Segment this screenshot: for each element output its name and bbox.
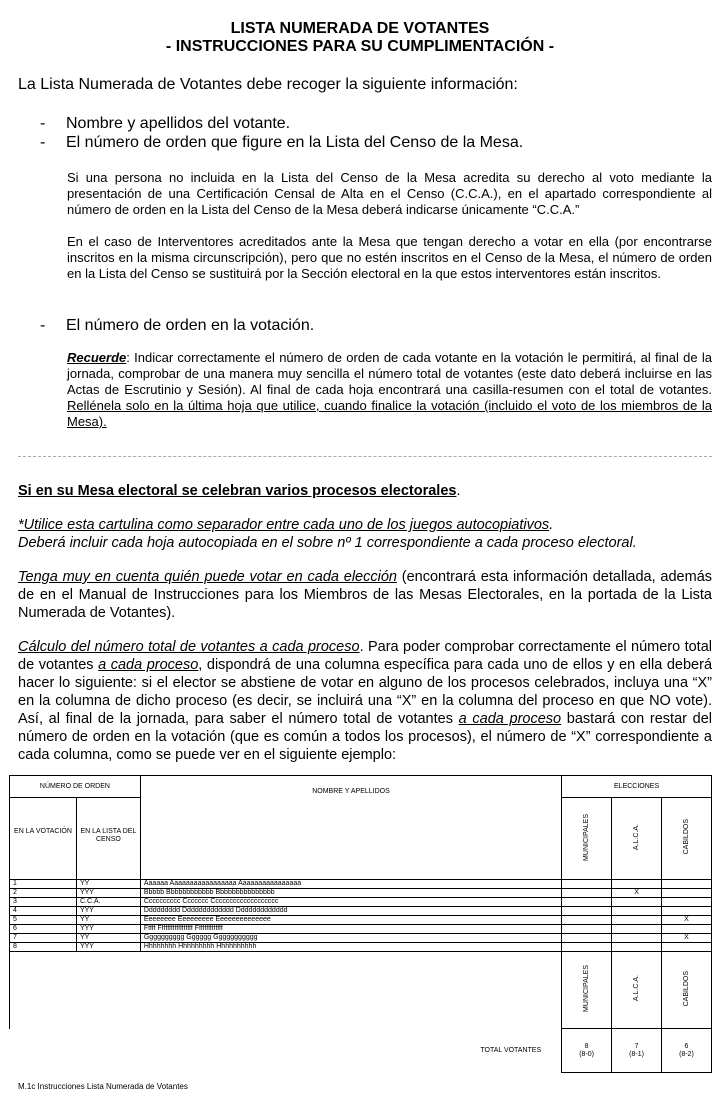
header-cabildos bbox=[662, 798, 712, 880]
row-n: 8 bbox=[10, 943, 77, 952]
row-cabildos bbox=[662, 898, 712, 907]
row-n: 4 bbox=[10, 907, 77, 916]
total-alca-value: 7 bbox=[634, 1042, 639, 1050]
row-municipales bbox=[562, 880, 612, 889]
row-name: Gggggggggg Gggggg Ggggggggggg bbox=[140, 934, 561, 943]
para-recuerde bbox=[67, 350, 712, 430]
calculo-cada-2: a cada proceso bbox=[458, 711, 562, 727]
calculo-part-3: bastará con restar del número de orden en la votación (que es común a todos los procesos), el número de “X” correspondiente a cada columna, como se puede ver en el siguiente ejemplo: bbox=[18, 711, 712, 763]
row-n: 1 bbox=[10, 880, 77, 889]
row-municipales bbox=[562, 916, 612, 925]
dashed-separator bbox=[18, 456, 712, 457]
row-alca bbox=[612, 898, 662, 907]
varios-heading-text: Si en su Mesa electoral se celebran varios procesos electorales bbox=[18, 483, 457, 499]
total-cabildos-value: 6 bbox=[684, 1042, 689, 1050]
total-cabildos-calc: (8-2) bbox=[679, 1050, 694, 1058]
calculo-part-1: . Para poder comprobar correctamente el número total de votantes bbox=[18, 639, 712, 673]
recuerde-underlined: Rellénela solo en la última hoja que utilice, cuando finalice la votación (incluido el voto de los miembros de la Mesa). bbox=[67, 398, 712, 429]
table-row bbox=[10, 907, 712, 916]
row-municipales bbox=[562, 898, 612, 907]
row-cabildos bbox=[662, 889, 712, 898]
cartulina-underlined: *Utilice esta cartulina como separador entre cada uno de los juegos autocopiativos bbox=[18, 517, 550, 533]
bullet-orden-censo: - El número de orden que figure en la Lista del Censo de la Mesa. bbox=[40, 134, 524, 151]
row-n: 5 bbox=[10, 916, 77, 925]
total-municipales-calc: (8-0) bbox=[579, 1050, 594, 1058]
row-alca bbox=[612, 907, 662, 916]
summary-cabildos bbox=[662, 952, 712, 1029]
summary-alca bbox=[612, 952, 662, 1029]
row-censo: YY bbox=[76, 880, 140, 889]
table-row bbox=[10, 943, 712, 952]
row-name: Bbbbb Bbbbbbbbbbbb Bbbbbbbbbbbbbbb bbox=[140, 889, 561, 898]
total-alca bbox=[612, 1029, 662, 1073]
row-alca bbox=[612, 916, 662, 925]
bullet-orden-votacion: - El número de orden en la votación. bbox=[40, 317, 315, 334]
header-municipales-text: MUNICIPALES bbox=[582, 813, 590, 861]
header-elecciones: ELECCIONES bbox=[562, 776, 712, 798]
varios-heading bbox=[18, 482, 712, 500]
title-line-2: - INSTRUCCIONES PARA SU CUMPLIMENTACIÓN - bbox=[165, 38, 555, 55]
cartulina-end: . bbox=[549, 517, 554, 533]
header-municipales bbox=[562, 798, 612, 880]
example-table bbox=[9, 775, 712, 1073]
row-censo: YYY bbox=[76, 889, 140, 898]
row-municipales bbox=[562, 907, 612, 916]
row-censo: YY bbox=[76, 916, 140, 925]
calculo-part-2: , dispondrá de una columna específica para cada uno de ellos y en ella deberá hacer lo siguiente: si el elector se abstiene de votar en alguno de los procesos celebrados, incluya una “X” en la columna de dicho proceso (es decir, se incluirá una “X” en la columna del proceso en que NO vote). Así, al final de la jornada, para saber el número total de votantes bbox=[18, 657, 713, 727]
row-cabildos bbox=[662, 907, 712, 916]
intro-text: La Lista Numerada de Votantes debe recoger la siguiente información: bbox=[18, 76, 518, 93]
row-alca bbox=[612, 934, 662, 943]
total-alca-calc: (8-1) bbox=[629, 1050, 644, 1058]
row-alca: X bbox=[612, 889, 662, 898]
row-alca bbox=[612, 925, 662, 934]
total-municipales bbox=[562, 1029, 612, 1073]
header-alca-text: A.L.C.A. bbox=[632, 823, 640, 851]
table-row bbox=[10, 898, 712, 907]
header-numero-orden: NÚMERO DE ORDEN bbox=[10, 776, 141, 798]
row-name: Aaaaaa Aaaaaaaaaaaaaaaaa Aaaaaaaaaaaaaaaa bbox=[140, 880, 561, 889]
table-row bbox=[10, 889, 712, 898]
row-censo: C.C.A. bbox=[76, 898, 140, 907]
header-alca bbox=[612, 798, 662, 880]
para-cca: Si una persona no incluida en la Lista del Censo de la Mesa acredita su derecho al voto mediante la presentación de una Certificación Censal de Alta en el Censo (C.C.A.), en el apartado correspondiente al número de orden en la Lista del Censo de la Mesa deberá indicarse únicamente “C.C.A.” bbox=[67, 170, 712, 217]
row-cabildos: X bbox=[662, 934, 712, 943]
bullet-orden-censo-text: El número de orden que figure en la Lista del Censo de la Mesa. bbox=[66, 134, 524, 151]
recuerde-text: : Indicar correctamente el número de orden de cada votante en la votación le permitirá, al final de la jornada, comprobar de una manera muy sencilla el número total de votantes (este dato deberá incluirse en las Actas de Escrutinio y Sesión). Al final de cada hoja encontrará una casilla-resumen con el total de votantes. bbox=[67, 350, 712, 397]
row-name: Ddddddddd Ddddddddddddd Ddddddddddddd bbox=[140, 907, 561, 916]
para-interventores: En el caso de Interventores acreditados ante la Mesa que tengan derecho a votar en ella (por encontrarse inscritos en la misma circunscripción), pero que no estén inscritos en el Censo de la Mesa, el número de orden en la Lista del Censo se sustituirá por la Sección electoral en la que estos interventores están inscritos. bbox=[67, 234, 712, 281]
header-cabildos-text: CABILDOS bbox=[682, 819, 690, 855]
row-municipales bbox=[562, 889, 612, 898]
row-name: Fffff Ffffffffffffffffff Ffffffffffffff bbox=[140, 925, 561, 934]
cartulina-line-2: Deberá incluir cada hoja autocopiada en el sobre nº 1 correspondiente a cada proceso electoral. bbox=[18, 535, 637, 551]
bullet-nombre: - Nombre y apellidos del votante. bbox=[40, 115, 291, 132]
bullet-nombre-text: Nombre y apellidos del votante. bbox=[66, 115, 291, 132]
varios-heading-end: . bbox=[456, 483, 461, 499]
row-municipales bbox=[562, 934, 612, 943]
summary-blank bbox=[10, 952, 562, 1029]
row-censo: YYY bbox=[76, 907, 140, 916]
row-n: 6 bbox=[10, 925, 77, 934]
row-alca bbox=[612, 880, 662, 889]
header-en-lista: EN LA LISTA DEL CENSO bbox=[76, 798, 140, 880]
row-name: Cccccccccc Ccccccc Ccccccccccccccccccc bbox=[140, 898, 561, 907]
total-municipales-value: 8 bbox=[584, 1042, 589, 1050]
row-cabildos bbox=[662, 925, 712, 934]
tenga-text bbox=[18, 568, 712, 622]
row-municipales bbox=[562, 943, 612, 952]
table-row bbox=[10, 925, 712, 934]
footer-code: M.1c Instrucciones Lista Numerada de Votantes bbox=[18, 1082, 188, 1091]
header-nombre: NOMBRE Y APELLIDOS bbox=[140, 776, 561, 880]
document-title bbox=[0, 20, 720, 56]
calculo-cada-1: a cada proceso bbox=[98, 657, 199, 673]
table-row bbox=[10, 880, 712, 889]
title-line-1: LISTA NUMERADA DE VOTANTES bbox=[230, 20, 490, 37]
row-name: Hhhhhhhh Hhhhhhhhh Hhhhhhhhhh bbox=[140, 943, 561, 952]
table-row bbox=[10, 934, 712, 943]
summary-municipales-text: MUNICIPALES bbox=[582, 965, 590, 1012]
table-row bbox=[10, 916, 712, 925]
summary-cabildos-text: CABILDOS bbox=[682, 970, 690, 1007]
tenga-underlined: Tenga muy en cuenta quién puede votar en cada elección bbox=[18, 569, 397, 585]
total-votantes-label: TOTAL VOTANTES bbox=[10, 1029, 562, 1073]
calculo-text bbox=[18, 638, 712, 764]
row-censo: YY bbox=[76, 934, 140, 943]
row-municipales bbox=[562, 925, 612, 934]
calculo-underlined: Cálculo del número total de votantes a cada proceso bbox=[18, 639, 360, 655]
row-censo: YYY bbox=[76, 943, 140, 952]
row-n: 3 bbox=[10, 898, 77, 907]
bullet-orden-votacion-text: El número de orden en la votación. bbox=[66, 317, 315, 334]
summary-alca-text: A.L.C.A. bbox=[632, 975, 640, 1002]
row-censo: YYY bbox=[76, 925, 140, 934]
summary-municipales bbox=[562, 952, 612, 1029]
recuerde-label: Recuerde bbox=[67, 350, 127, 365]
row-n: 2 bbox=[10, 889, 77, 898]
row-cabildos: X bbox=[662, 916, 712, 925]
row-cabildos bbox=[662, 943, 712, 952]
row-alca bbox=[612, 943, 662, 952]
row-cabildos bbox=[662, 880, 712, 889]
row-n: 7 bbox=[10, 934, 77, 943]
cartulina-text bbox=[18, 516, 712, 552]
total-cabildos bbox=[662, 1029, 712, 1073]
row-name: Eeeeeeee Eeeeeeeee Eeeeeeeeeeeeee bbox=[140, 916, 561, 925]
tenga-rest: (encontrará esta información detallada, además de en el Manual de Instrucciones para los Miembros de las Mesas Electorales, en la portada de la Lista Numerada de Votantes). bbox=[18, 569, 713, 621]
header-en-votacion: EN LA VOTACIÓN bbox=[10, 798, 77, 880]
